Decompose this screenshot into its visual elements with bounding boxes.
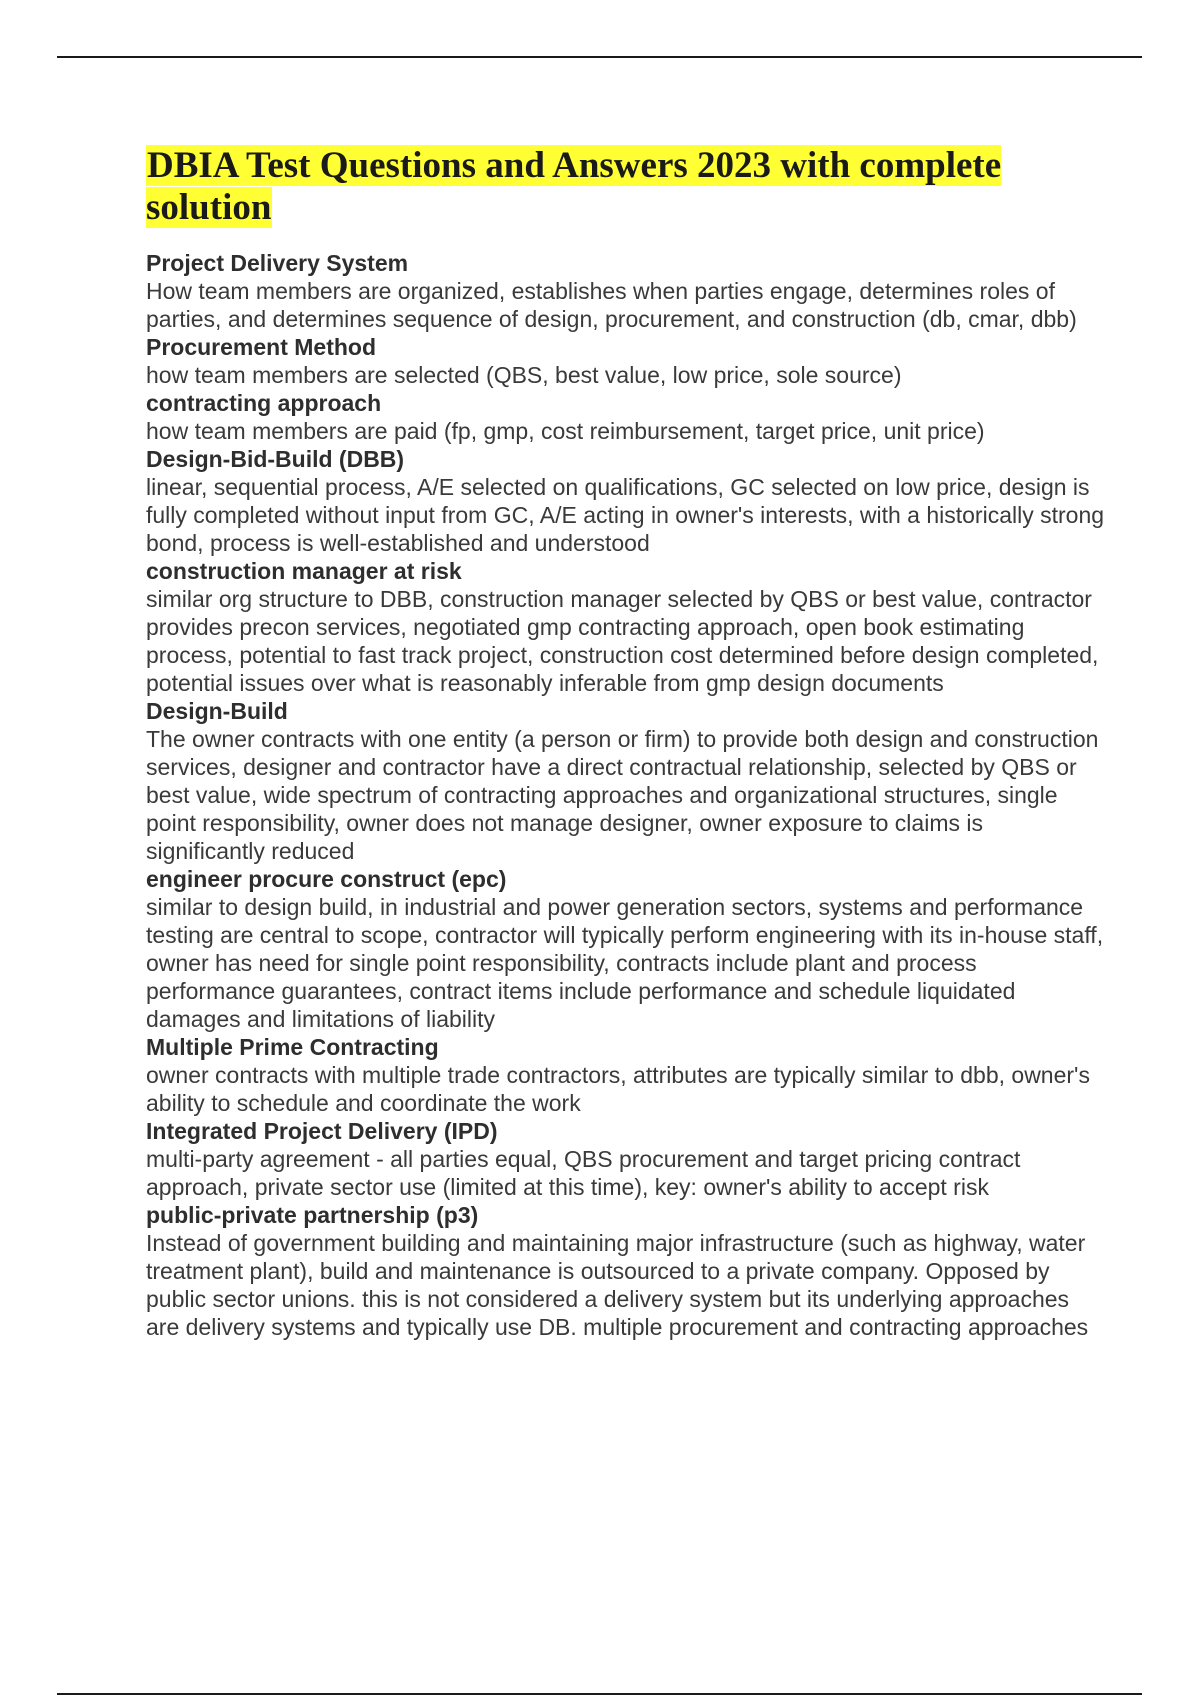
term: Design-Bid-Build (DBB)	[146, 446, 405, 472]
definition: how team members are paid (fp, gmp, cost reimbursement, target price, unit price)	[146, 418, 985, 444]
term: engineer procure construct (epc)	[146, 866, 507, 892]
qa-entry-5	[146, 557, 1106, 697]
definition: owner contracts with multiple trade contractors, attributes are typically similar to dbb, owner's ability to schedule and coordinate the work	[146, 1062, 1090, 1116]
qa-entry-2	[146, 333, 1106, 389]
term: public-private partnership (p3)	[146, 1202, 479, 1228]
definition: how team members are selected (QBS, best value, low price, sole source)	[146, 362, 902, 388]
term: Project Delivery System	[146, 250, 409, 276]
qa-entry-3	[146, 389, 1106, 445]
definition: similar org structure to DBB, construction manager selected by QBS or best value, contractor provides precon services, negotiated gmp contracting approach, open book estimating process, potential to fast track project, construction cost determined before design completed, potential issues over what is reasonably inferable from gmp design documents	[146, 586, 1099, 696]
qa-entry-4	[146, 445, 1106, 557]
bottom-rule	[57, 1693, 1142, 1695]
qa-entry-6	[146, 697, 1106, 865]
definition: The owner contracts with one entity (a person or firm) to provide both design and construction services, designer and contractor have a direct contractual relationship, selected by QBS or best value, wide spectrum of contracting approaches and organizational structures, single point responsibility, owner does not manage designer, owner exposure to claims is significantly reduced	[146, 726, 1099, 864]
definition: Instead of government building and maintaining major infrastructure (such as highway, water treatment plant), build and maintenance is outsourced to a private company. Opposed by public sector unions. this is not considered a delivery system but its underlying approaches are delivery systems and typically use DB. multiple procurement and contracting approaches	[146, 1230, 1089, 1340]
definition: linear, sequential process, A/E selected on qualifications, GC selected on low price, design is fully completed without input from GC, A/E acting in owner's interests, with a historically strong bond, process is well-established and understood	[146, 474, 1105, 556]
definition: How team members are organized, establishes when parties engage, determines roles of parties, and determines sequence of design, procurement, and construction (db, cmar, dbb)	[146, 278, 1077, 332]
term: contracting approach	[146, 390, 382, 416]
term: Integrated Project Delivery (IPD)	[146, 1118, 498, 1144]
definition: multi-party agreement - all parties equal, QBS procurement and target pricing contract approach, private sector use (limited at this time), key: owner's ability to accept risk	[146, 1146, 1021, 1200]
qa-entry-1	[146, 249, 1106, 333]
term: Design-Build	[146, 698, 288, 724]
top-rule	[57, 56, 1142, 58]
qa-entry-9	[146, 1117, 1106, 1201]
term: construction manager at risk	[146, 558, 462, 584]
qa-entry-10	[146, 1201, 1106, 1341]
qa-entry-7	[146, 865, 1106, 1033]
document-body	[146, 145, 1106, 1341]
document-title	[146, 145, 1046, 229]
qa-entry-8	[146, 1033, 1106, 1117]
title-highlight: DBIA Test Questions and Answers 2023 with complete solution	[146, 145, 1002, 228]
term: Multiple Prime Contracting	[146, 1034, 439, 1060]
definition: similar to design build, in industrial and power generation sectors, systems and performance testing are central to scope, contractor will typically perform engineering with its in-house staff, owner has need for single point responsibility, contracts include plant and process performance guarantees, contract items include performance and schedule liquidated damages and limitations of liability	[146, 894, 1104, 1032]
term: Procurement Method	[146, 334, 377, 360]
